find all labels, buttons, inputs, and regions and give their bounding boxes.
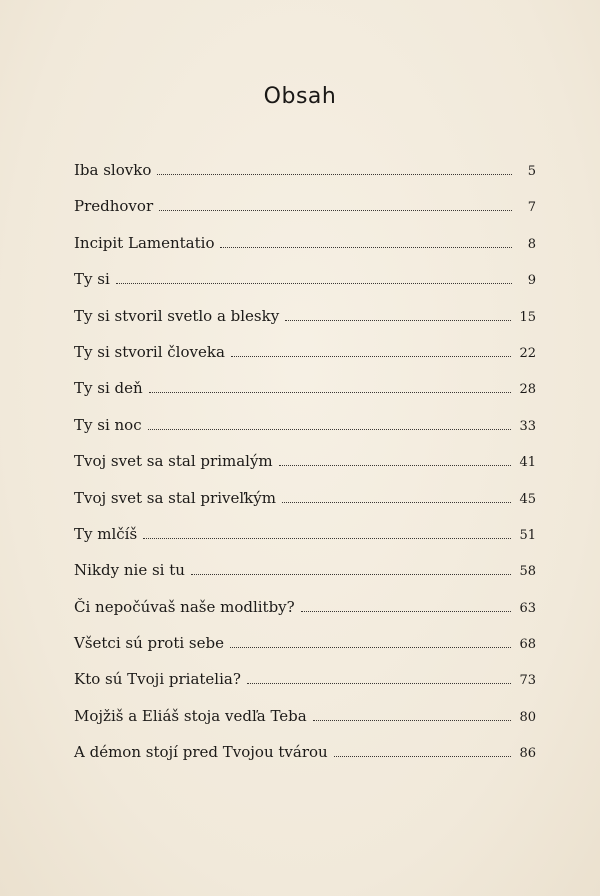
toc-entry-page-number: 73 (519, 673, 536, 689)
toc-entry-label: Ty si stvoril svetlo a blesky (74, 306, 280, 325)
toc-entry (74, 742, 536, 778)
toc-entry-page-number: 5 (527, 164, 536, 179)
toc-entry (74, 633, 536, 669)
toc-entry (74, 706, 536, 742)
toc-entry (74, 342, 536, 378)
dot-leader (143, 538, 511, 539)
toc-entry-label: A démon stojí pred Tvojou tvárou (74, 743, 328, 762)
toc-entry-label: Tvoj svet sa stal priveľkým (74, 488, 276, 507)
toc-entry-page-number: 58 (519, 564, 536, 580)
toc-entry-page-number: 9 (527, 273, 536, 289)
toc-entry-label: Mojžiš a Eliáš stoja vedľa Teba (74, 706, 307, 725)
dot-leader (148, 429, 512, 430)
toc-entry-label: Kto sú Tvoji priatelia? (74, 670, 241, 689)
toc-entry-page-number: 41 (519, 455, 536, 471)
toc-entry-label: Ty mlčíš (74, 524, 138, 543)
toc-entry (74, 196, 536, 232)
toc-entry-page-number: 33 (519, 418, 536, 434)
toc-entry-page-number: 15 (519, 309, 536, 325)
toc-entry (74, 306, 536, 342)
dot-leader (313, 720, 512, 721)
dot-leader (231, 356, 512, 357)
toc-entry-label: Všetci sú proti sebe (74, 634, 224, 653)
toc-entry (74, 160, 536, 196)
toc-entry-page-number: 45 (519, 491, 536, 507)
dot-leader (191, 574, 512, 575)
toc-entry-page-number: 80 (519, 709, 536, 725)
toc-entry-label: Ty si stvoril človeka (74, 342, 225, 361)
dot-leader (220, 247, 512, 248)
toc-entry-label: Či nepočúvaš naše modlitby? (74, 597, 295, 616)
dot-leader (159, 210, 512, 211)
toc-entry (74, 451, 536, 487)
dot-leader (149, 392, 512, 393)
toc-entry-page-number: 63 (519, 600, 536, 616)
toc-entry (74, 597, 536, 633)
toc-entry (74, 488, 536, 524)
toc-entry-page-number: 7 (527, 200, 536, 216)
toc-entry-page-number: 86 (519, 746, 536, 762)
dot-leader (285, 320, 511, 321)
toc-entry-label: Incipit Lamentatio (74, 233, 215, 252)
dot-leader (230, 647, 511, 648)
toc-entry-label: Nikdy nie si tu (74, 561, 185, 580)
page-title: Obsah (263, 84, 337, 109)
toc-entry (74, 669, 536, 705)
toc-entry (74, 378, 536, 414)
table-of-contents (74, 160, 536, 779)
dot-leader (301, 611, 512, 612)
toc-entry (74, 269, 536, 305)
toc-entry-label: Ty si (74, 270, 110, 289)
toc-entry-page-number: 68 (519, 637, 536, 653)
toc-entry (74, 524, 536, 560)
dot-leader (282, 502, 512, 503)
dot-leader (157, 174, 512, 175)
toc-entry (74, 560, 536, 596)
toc-entry (74, 415, 536, 451)
dot-leader (116, 283, 512, 284)
toc-entry-label: Ty si deň (74, 379, 143, 398)
toc-entry-page-number: 28 (519, 382, 536, 398)
toc-entry-page-number: 8 (527, 236, 536, 252)
toc-entry-label: Tvoj svet sa stal primalým (74, 452, 273, 471)
toc-entry-label: Iba slovko (74, 161, 152, 179)
dot-leader (247, 683, 512, 684)
dot-leader (334, 756, 512, 757)
toc-entry (74, 233, 536, 269)
dot-leader (279, 465, 512, 466)
toc-entry-label: Predhovor (74, 197, 154, 216)
toc-entry-label: Ty si noc (74, 415, 142, 434)
toc-entry-page-number: 51 (519, 527, 536, 543)
toc-entry-page-number: 22 (519, 345, 536, 361)
